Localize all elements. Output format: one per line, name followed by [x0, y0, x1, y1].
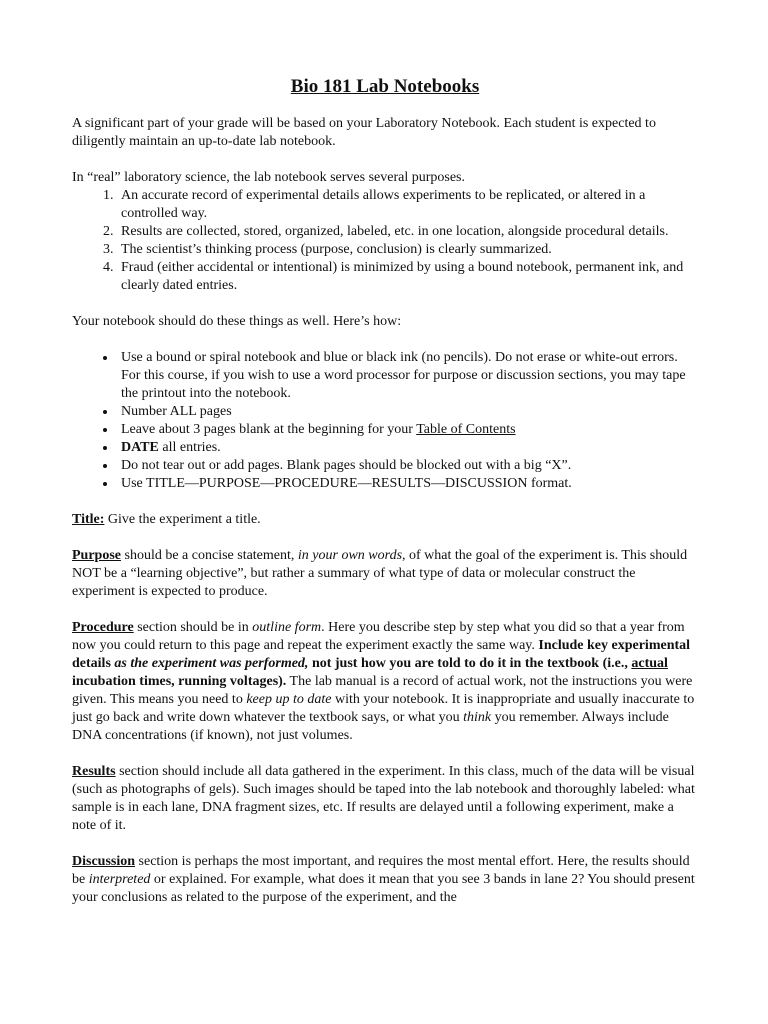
section-text: section should be in [133, 620, 253, 635]
section-text: think [463, 710, 492, 725]
section-text: keep up to date [246, 692, 332, 707]
section-text: with your notebook. It is inappropriate and usually inaccurate to just go back and write down whatever the textbook says, or what you [72, 692, 695, 725]
section-text: or explained. For example, what does it mean that you see 3 bands in lane 2? You should present your conclusions as related to the purpose of the experiment, and the [72, 872, 695, 905]
purpose-section [72, 547, 698, 601]
rule-text: Leave about 3 pages blank at the beginning for your [121, 422, 417, 437]
purposes-list [72, 187, 698, 295]
section-text: The lab manual is a record of actual work, not the instructions you were given. This means you need to [72, 674, 693, 707]
section-label: Discussion [72, 854, 136, 869]
section-text: in your own words [297, 548, 403, 563]
section-text: incubation times, running voltages). [72, 674, 287, 689]
rule-text: all entries. [158, 440, 221, 455]
section-text: Give the experiment a title. [104, 512, 261, 527]
section-text: interpreted [88, 872, 151, 887]
section-text: Include key experimental details [72, 638, 691, 671]
section-text: as the experiment was performed, [114, 656, 309, 671]
purposes-intro: In “real” laboratory science, the lab notebook serves several purposes. [72, 170, 466, 185]
list-item: • Number ALL pages [117, 403, 698, 421]
procedure-section [72, 619, 698, 745]
section-text: section is perhaps the most important, and requires the most mental effort. Here, the results should be [72, 854, 690, 887]
list-item: • Use a bound or spiral notebook and blue or black ink (no pencils). Do not erase or white-out errors. For this course, if you wish to use a word processor for purpose or discussion sections, you may tape the printout into the notebook. [117, 349, 698, 403]
section-text: not just how you are told to do it in the textbook (i.e., [308, 656, 632, 671]
section-label: Results [72, 764, 116, 779]
section-text: , of what the goal of the experiment is. This should NOT be a “learning objective”, but rather a summary of what type of data or molecular construct the experiment is expected to produce. [72, 548, 688, 599]
discussion-section [72, 853, 698, 907]
section-text: . Here you describe step by step what you did so that a year from now you could return to this page and repeat the experiment exactly the same way. [72, 620, 685, 653]
intro-paragraph: A significant part of your grade will be based on your Laboratory Notebook. Each student is expected to diligently maintain an up-to-date lab notebook. [72, 116, 656, 149]
list-item [117, 421, 698, 439]
list-item: 3. The scientist’s thinking process (purpose, conclusion) is clearly summarized. [117, 241, 698, 259]
howto-intro: Your notebook should do these things as well. Here’s how: [72, 314, 402, 329]
date-emphasis: DATE [121, 440, 159, 455]
section-text: should be a concise statement, [121, 548, 298, 563]
page-title: Bio 181 Lab Notebooks [290, 76, 480, 97]
title-section [72, 511, 698, 529]
list-item: 2. Results are collected, stored, organized, labeled, etc. in one location, alongside procedural details. [117, 223, 698, 241]
section-label: Procedure [72, 620, 134, 635]
section-text: actual [631, 656, 668, 671]
section-text: you remember. Always include DNA concentrations (if known), not just volumes. [72, 710, 669, 743]
list-item: 1. An accurate record of experimental details allows experiments to be replicated, or altered in a controlled way. [117, 187, 698, 223]
list-item: • Use TITLE—PURPOSE—PROCEDURE—RESULTS—DISCUSSION format. [117, 475, 698, 493]
section-label: Purpose [72, 548, 121, 563]
section-text: outline form [252, 620, 322, 635]
table-of-contents-text: Table of Contents [416, 422, 516, 437]
list-item: • Do not tear out or add pages. Blank pages should be blocked out with a big “X”. [117, 457, 698, 475]
rules-list [72, 349, 698, 493]
section-label: Title: [72, 512, 105, 527]
section-text: section should include all data gathered in the experiment. In this class, much of the data will be visual (such as photographs of gels). Such images should be taped into the lab notebook and thoroughly labeled: what sample is in each lane, DNA fragment sizes, etc. If results are delayed until a following experiment, make a note of it. [72, 764, 695, 833]
list-item: 4. Fraud (either accidental or intentional) is minimized by using a bound notebook, permanent ink, and clearly dated entries. [117, 259, 698, 295]
results-section [72, 763, 698, 835]
list-item [117, 439, 698, 457]
